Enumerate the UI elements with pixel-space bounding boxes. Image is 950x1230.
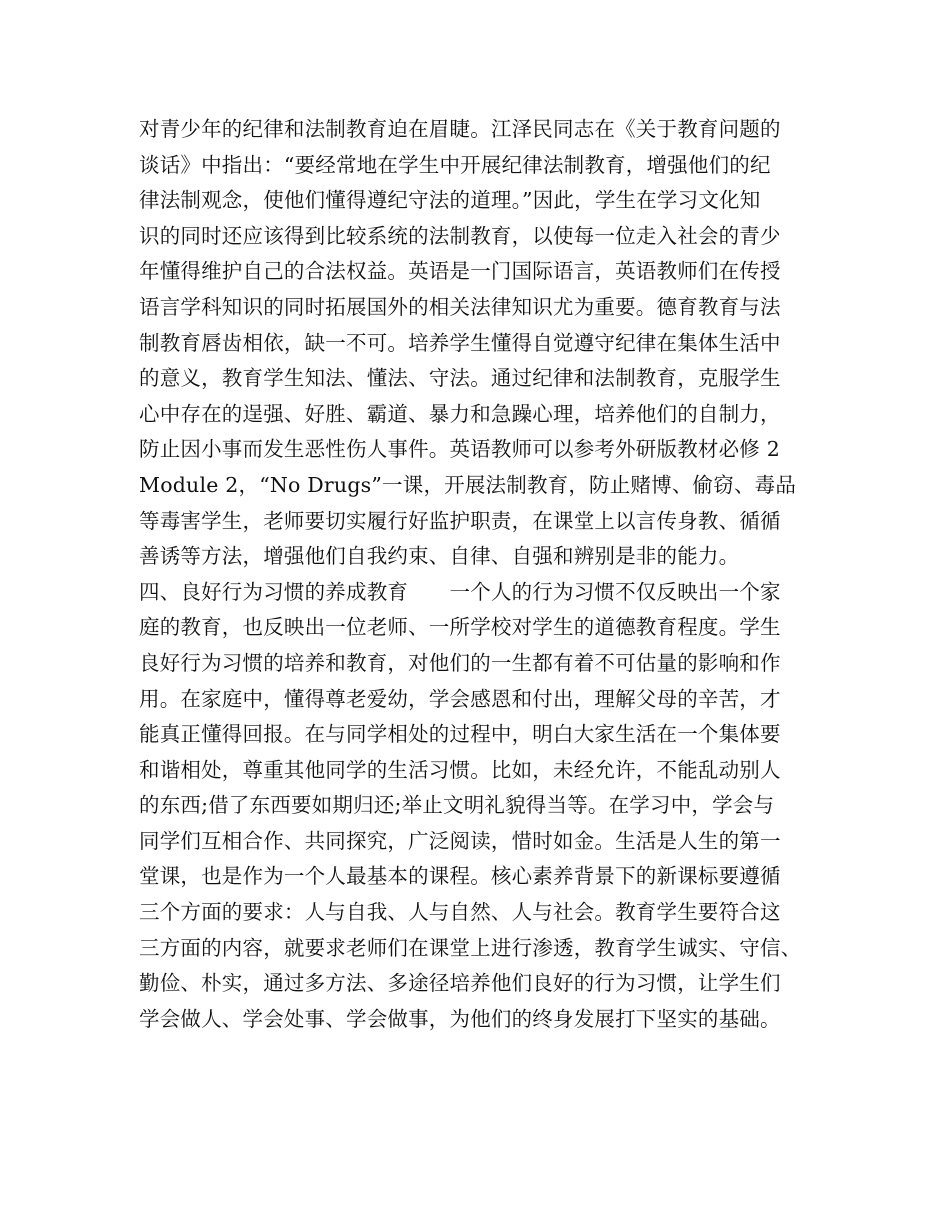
text-line: 对青少年的纪律和法制教育迫在眉睫。江泽民同志在《关于教育问题的 <box>139 117 781 141</box>
text-line: 学会做人、学会处事、学会做事，为他们的终身发展打下坚实的基础。 <box>139 1006 781 1031</box>
text-line: 年懂得维护自己的合法权益。英语是一门国际语言，英语教师们在传授 <box>139 259 781 284</box>
text-line: 等毒害学生，老师要切实履行好监护职责，在课堂上以言传身教、循循 <box>139 508 781 533</box>
text-line: 谈话》中指出：“要经常地在学生中开展纪律法制教育，增强他们的纪 <box>139 152 771 177</box>
text-line: 三方面的内容，就要求老师们在课堂上进行渗透，教育学生诚实、守信、 <box>139 935 802 960</box>
section-heading-line: 四、良好行为习惯的养成教育 一个人的行为习惯不仅反映出一个家 <box>139 579 781 604</box>
text-line: 语言学科知识的同时拓展国外的相关法律知识尤为重要。德育教育与法 <box>139 294 781 319</box>
body-text <box>139 112 839 1037</box>
text-line: 的东西;借了东西要如期归还;举止文明礼貌得当等。在学习中，学会与 <box>139 793 775 818</box>
text-line: 勤俭、朴实，通过多方法、多途径培养他们良好的行为习惯，让学生们 <box>139 971 781 996</box>
text-line: 的意义，教育学生知法、懂法、守法。通过纪律和法制教育，克服学生 <box>139 366 781 391</box>
text-line: 良好行为习惯的培养和教育，对他们的一生都有着不可估量的影响和作 <box>139 650 781 675</box>
text-line: 善诱等方法，增强他们自我约束、自律、自强和辨别是非的能力。 <box>139 544 740 569</box>
text-line: 律法制观念，使他们懂得遵纪守法的道理。”因此，学生在学习文化知 <box>139 188 761 213</box>
text-line: 防止因小事而发生恶性伤人事件。英语教师可以参考外研版教材必修 2 <box>139 437 780 462</box>
text-line: 庭的教育，也反映出一位老师、一所学校对学生的道德教育程度。学生 <box>139 615 781 640</box>
text-line: 三个方面的要求：人与自我、人与自然、人与社会。教育学生要符合这 <box>139 900 781 925</box>
text-line: 同学们互相合作、共同探究，广泛阅读，惜时如金。生活是人生的第一 <box>139 828 781 853</box>
text-line: 制教育唇齿相依，缺一不可。培养学生懂得自觉遵守纪律在集体生活中 <box>139 330 781 355</box>
text-line: 用。在家庭中，懂得尊老爱幼，学会感恩和付出，理解父母的辛苦，才 <box>139 686 781 711</box>
text-line: 和谐相处，尊重其他同学的生活习惯。比如，未经允许，不能乱动别人 <box>139 757 781 782</box>
text-line: Module 2，“No Drugs”一课，开展法制教育，防止赌博、偷窃、毒品 <box>139 472 797 497</box>
text-line: 能真正懂得回报。在与同学相处的过程中，明白大家生活在一个集体要 <box>139 722 781 747</box>
text-line: 堂课，也是作为一个人最基本的课程。核心素养背景下的新课标要遵循 <box>139 864 781 889</box>
text-line: 识的同时还应该得到比较系统的法制教育，以使每一位走入社会的青少 <box>139 223 781 248</box>
text-line: 心中存在的逞强、好胜、霸道、暴力和急躁心理，培养他们的自制力， <box>139 401 781 426</box>
